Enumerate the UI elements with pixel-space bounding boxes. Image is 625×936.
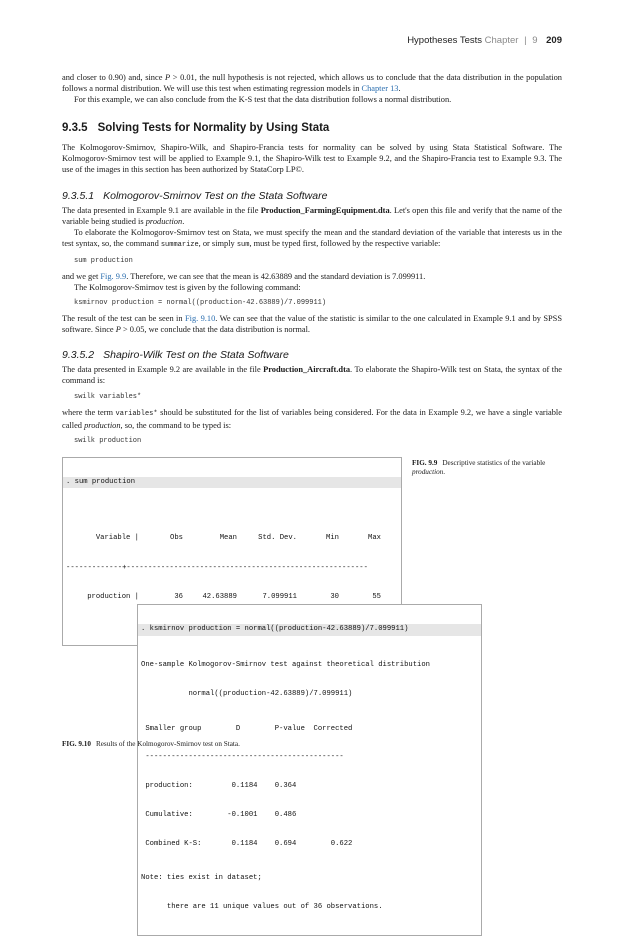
data-cell: 55 xyxy=(372,593,381,602)
sw-paragraph-2: where the term variables* should be substituted for the list of variables being considered. For the data in Example 9.2, we have a single variable called production, so, the command to be typed is: xyxy=(62,407,562,430)
header-cell: Obs xyxy=(170,533,183,542)
figure-9-9-caption: FIG. 9.9 Descriptive statistics of the variable production. xyxy=(412,458,546,477)
stata-command-line: . ksmirnov production = normal((production-42.63889)/7.099911) xyxy=(138,624,481,636)
ks-paragraph-2: To elaborate the Kolmogorov-Smirnov test on Stata, we must specify the mean and the standard deviation of the variable that interests us in the test syntax, so, the command summarize, or simply sum, must be typed first, followed by the respective variable: xyxy=(62,227,562,249)
data-cell: 30 xyxy=(330,593,339,602)
ks-paragraph-5: The result of the test can be seen in Fig. 9.10. We can see that the value of the statistic is similar to the one calculated in Example 9.1 and by SPSS software. Since P > 0.05, we conclude that the data distribution is normal. xyxy=(62,314,562,335)
header-cell: Max xyxy=(368,533,381,542)
intro-paragraph-2: For this example, we can also conclude from the K-S test that the data distribution follows a normal distribution. xyxy=(74,95,452,105)
ks-title-line-2: normal((production-42.63889)/7.099911) xyxy=(141,689,353,698)
chapter-13-link[interactable]: Chapter 13 xyxy=(361,84,399,94)
ks-rule: ---------------------------------------------- xyxy=(141,753,344,762)
summary-data-table xyxy=(66,592,382,604)
header-cell: Min xyxy=(326,533,339,542)
page-number: 209 xyxy=(546,35,562,46)
intro-paragraph-1: and closer to 0.90) and, since P > 0.01, the null hypothesis is not rejected, which allows us to conclude that the data distribution in the population follows a normal distribution. We will use this test when estimating regression models in Chapter 13. xyxy=(62,73,562,94)
chapter-number: 9 xyxy=(532,35,538,46)
code-swilk-variables: swilk variables* xyxy=(74,392,142,401)
ks-paragraph-1: The data presented in Example 9.1 are available in the file Production_FarmingEquipment.dta. Let's open this file and verify that the name of the variable being studied is production. xyxy=(62,205,562,226)
code-sum-production: sum production xyxy=(74,256,133,265)
data-cell: 42.63889 xyxy=(202,593,237,602)
stata-output-ksmirnov xyxy=(137,604,482,936)
summary-table-grid xyxy=(66,533,382,545)
ks-result-row: production: 0.1184 0.364 xyxy=(141,782,297,791)
ks-note-line-1: Note: ties exist in dataset; xyxy=(141,874,262,883)
section-heading-9-3-5-2: 9.3.5.2 Shapiro-Wilk Test on the Stata Software xyxy=(62,349,289,362)
stata-command-line: . sum production xyxy=(63,477,401,489)
ks-paragraph-3: and we get Fig. 9.9. Therefore, we can see that the mean is 42.63889 and the standard deviation is 7.099911. xyxy=(62,271,426,281)
summary-data-row xyxy=(66,592,382,604)
summary-header-row xyxy=(66,533,382,545)
fig-9-10-link[interactable]: Fig. 9.10 xyxy=(184,314,216,324)
figure-9-9-row xyxy=(62,457,562,602)
running-header xyxy=(407,35,562,46)
body-text xyxy=(62,72,562,602)
section-heading-9-3-5-1: 9.3.5.1 Kolmogorov-Smirnov Test on the Stata Software xyxy=(62,189,328,202)
ks-paragraph-4: The Kolmogorov-Smirnov test is given by the following command: xyxy=(74,283,301,293)
data-cell: production | xyxy=(87,593,139,602)
code-ksmirnov: ksmirnov production = normal((production-42.63889)/7.099911) xyxy=(74,299,327,308)
section-9-3-5-paragraph: The Kolmogorov-Smirnov, Shapiro-Wilk, and Shapiro-Francia tests for normality can be solved by using Stata Statistical Software. The Kolmogorov-Smirnov test will be applied to Example 9.1, the Shapiro-Wilk test to Example 9.2, and the Shapiro-Francia test to Example 9.3. The use of the images in this section has been authorized by StataCorp LP©. xyxy=(62,143,562,175)
data-cell: 7.099911 xyxy=(262,593,297,602)
figure-9-10-caption: FIG. 9.10 Results of the Kolmogorov-Smirnov test on Stata. xyxy=(62,740,240,748)
summary-rule: -------------+-------------------------------------------------------- xyxy=(66,563,368,572)
ks-result-row: Combined K-S: 0.1184 0.694 0.622 xyxy=(141,839,353,848)
ks-title-line-1: One-sample Kolmogorov-Smirnov test against theoretical distribution xyxy=(141,660,430,669)
header-cell: Mean xyxy=(219,533,237,542)
sw-paragraph-1: The data presented in Example 9.2 are available in the file Production_Aircraft.dta. To elaborate the Shapiro-Wilk test on Stata, the syntax of the command is: xyxy=(62,365,562,386)
data-cell: 36 xyxy=(174,593,183,602)
page xyxy=(62,0,562,912)
chapter-label: Chapter xyxy=(484,35,519,46)
ks-note-line-2: there are 11 unique values out of 36 observations. xyxy=(141,903,383,912)
header-cell: Std. Dev. xyxy=(258,533,297,542)
section-heading-9-3-5: 9.3.5 Solving Tests for Normality by Using Stata xyxy=(62,122,330,135)
code-swilk-production: swilk production xyxy=(74,436,142,445)
ks-column-header: Smaller group D P-value Corrected xyxy=(141,724,353,733)
ks-result-row: Cumulative: -0.1001 0.486 xyxy=(141,810,297,819)
header-cell: Variable | xyxy=(95,533,139,542)
fig-9-9-link[interactable]: Fig. 9.9 xyxy=(100,271,127,281)
running-title: Hypotheses Tests xyxy=(407,35,482,46)
header-separator: | xyxy=(524,35,527,46)
